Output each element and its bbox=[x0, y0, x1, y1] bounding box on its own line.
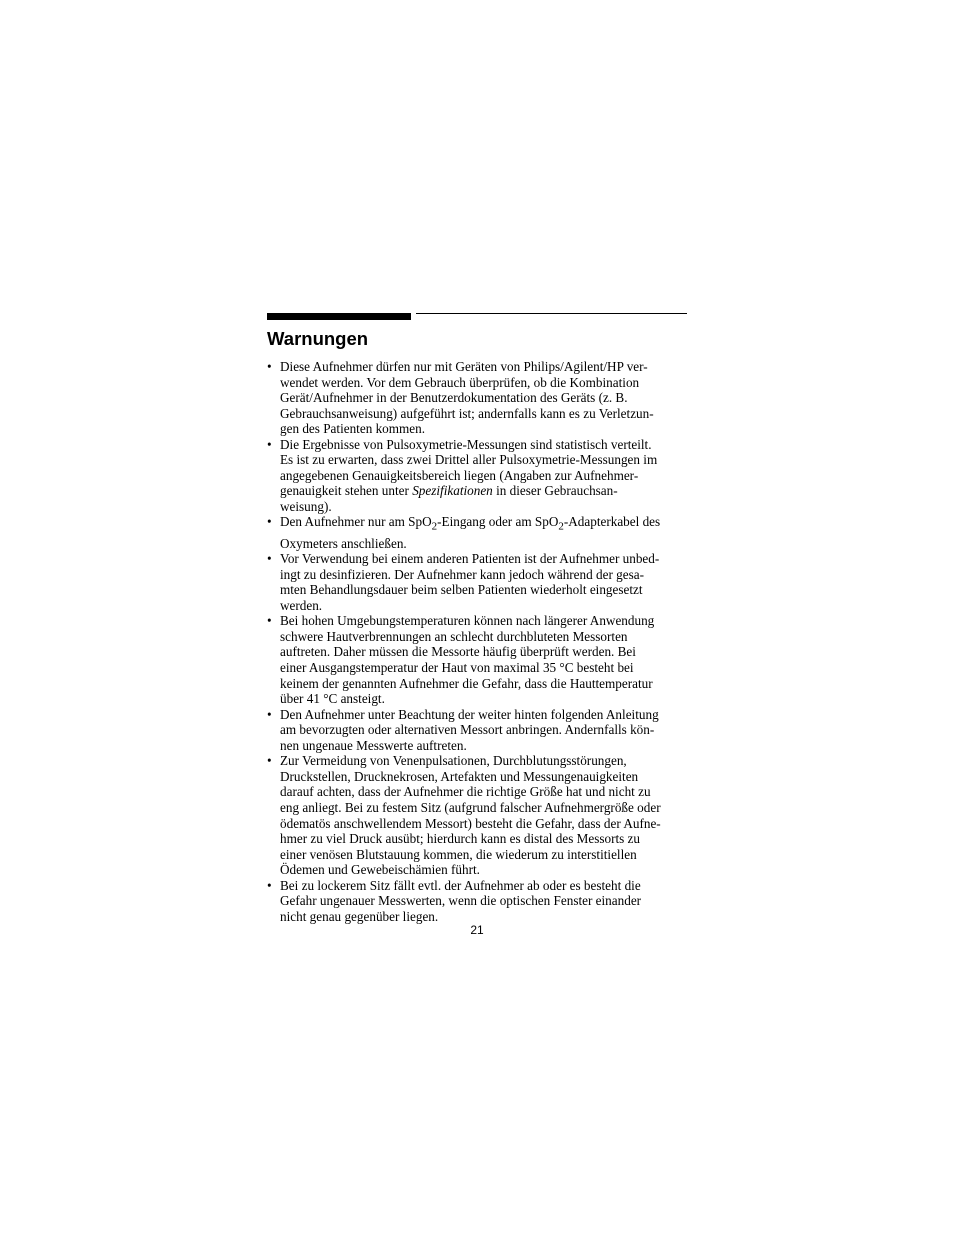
text-line: Die Ergebnisse von Pulsoxymetrie-Messungen sind statistisch verteilt. bbox=[280, 436, 652, 452]
text-line: keinem der genannten Aufnehmer die Gefahr, dass die Hauttemperatur bbox=[280, 675, 653, 691]
text-line: einer venösen Blutstauung kommen, die wiederum zu interstitiellen bbox=[280, 846, 637, 862]
text-line: Gerät/Aufnehmer in der Benutzerdokumentation des Geräts (z. B. bbox=[280, 390, 628, 406]
warning-item bbox=[267, 707, 687, 754]
warning-item bbox=[267, 514, 687, 551]
text-line: ingt zu desinfizieren. Der Aufnehmer kann jedoch während der gesa- bbox=[280, 566, 644, 582]
text-line: Druckstellen, Drucknekrosen, Artefakten und Messungenauigkeiten bbox=[280, 768, 639, 784]
text-line: Diese Aufnehmer dürfen nur mit Geräten von Philips/Agilent/HP ver- bbox=[280, 359, 648, 374]
text-line: darauf achten, dass der Aufnehmer die richtige Größe hat und nicht zu bbox=[280, 784, 651, 800]
text-line: wendet werden. Vor dem Gebrauch überprüfen, ob die Kombination bbox=[280, 374, 640, 390]
text-line: über 41 °C ansteigt. bbox=[280, 691, 385, 707]
heading-rule-thick bbox=[267, 313, 411, 320]
warning-item bbox=[267, 359, 687, 437]
text-line: ödematös anschwellendem Messort) besteht die Gefahr, dass der Aufne- bbox=[280, 815, 661, 831]
text-line: angegebenen Genauigkeitsbereich liegen (Angaben zur Aufnehmer- bbox=[280, 467, 639, 483]
text-line: mten Behandlungsdauer beim selben Patienten wiederholt eingesetzt bbox=[280, 582, 643, 598]
text-line: Oxymeters anschließen. bbox=[280, 535, 407, 551]
text-line: hmer zu viel Druck ausübt; hierdurch kann es distal des Messorts zu bbox=[280, 831, 641, 847]
text-line: nicht genau gegenüber liegen. bbox=[280, 908, 439, 924]
text-line: Bei zu lockerem Sitz fällt evtl. der Aufnehmer ab oder es besteht die bbox=[280, 877, 641, 893]
warning-item bbox=[267, 878, 687, 925]
warning-item bbox=[267, 613, 687, 706]
subscript-2: 2 bbox=[431, 521, 438, 534]
text-line: schwere Hautverbrennungen an schlecht durchbluteten Messorten bbox=[280, 628, 628, 644]
text-line: eng anliegt. Bei zu festem Sitz (aufgrund falscher Aufnehmergröße oder bbox=[280, 799, 661, 815]
warning-item bbox=[267, 437, 687, 515]
text-line: Es ist zu erwarten, dass zwei Drittel aller Pulsoxymetrie-Messungen im bbox=[280, 452, 658, 468]
subscript-2: 2 bbox=[558, 521, 564, 534]
text-line: Gebrauchsanweisung) aufgeführt ist; andernfalls kann es zu Verletzun- bbox=[280, 405, 654, 421]
warning-item bbox=[267, 551, 687, 613]
text-segment: -Adapterkabel des bbox=[563, 514, 661, 530]
text-line: einer Ausgangstemperatur der Haut von maximal 35 °C besteht bei bbox=[280, 660, 634, 676]
warnings-list bbox=[267, 359, 687, 924]
text-line: am bevorzugten oder alternativen Messort anbringen. Andernfalls kön- bbox=[280, 722, 655, 738]
spezifikationen-reference: Spezifikationen bbox=[412, 483, 493, 499]
page-number: 21 bbox=[470, 923, 484, 937]
text-line: nen ungenaue Messwerte auftreten. bbox=[280, 737, 467, 753]
text-line: genauigkeit stehen unter bbox=[280, 483, 413, 499]
text-line: Gefahr ungenauer Messwerten, wenn die optischen Fenster einander bbox=[280, 893, 642, 909]
text-segment: Den Aufnehmer nur am SpO bbox=[280, 514, 432, 530]
text-line: in dieser Gebrauchsan- bbox=[492, 483, 618, 499]
text-line: Zur Vermeidung von Venenpulsationen, Durchblutungsstörungen, bbox=[280, 753, 627, 769]
text-line: Bei hohen Umgebungstemperaturen können nach längerer Anwendung bbox=[280, 613, 655, 629]
text-line: gen des Patienten kommen. bbox=[280, 421, 426, 437]
text-line: Vor Verwendung bei einem anderen Patienten ist der Aufnehmer unbed- bbox=[280, 551, 660, 567]
text-line: werden. bbox=[280, 597, 323, 613]
text-line: Den Aufnehmer unter Beachtung der weiter hinten folgenden Anleitung bbox=[280, 706, 659, 722]
heading-rule-thin bbox=[416, 313, 687, 314]
text-line: auftreten. Daher müssen die Messorte häufig überprüft werden. Bei bbox=[280, 644, 636, 660]
text-segment: -Eingang oder am SpO bbox=[437, 514, 559, 530]
warning-item bbox=[267, 753, 687, 877]
text-line: weisung). bbox=[280, 498, 332, 514]
section-heading: Warnungen bbox=[267, 328, 369, 349]
text-line: Ödemen und Gewebeischämien führt. bbox=[280, 862, 480, 878]
